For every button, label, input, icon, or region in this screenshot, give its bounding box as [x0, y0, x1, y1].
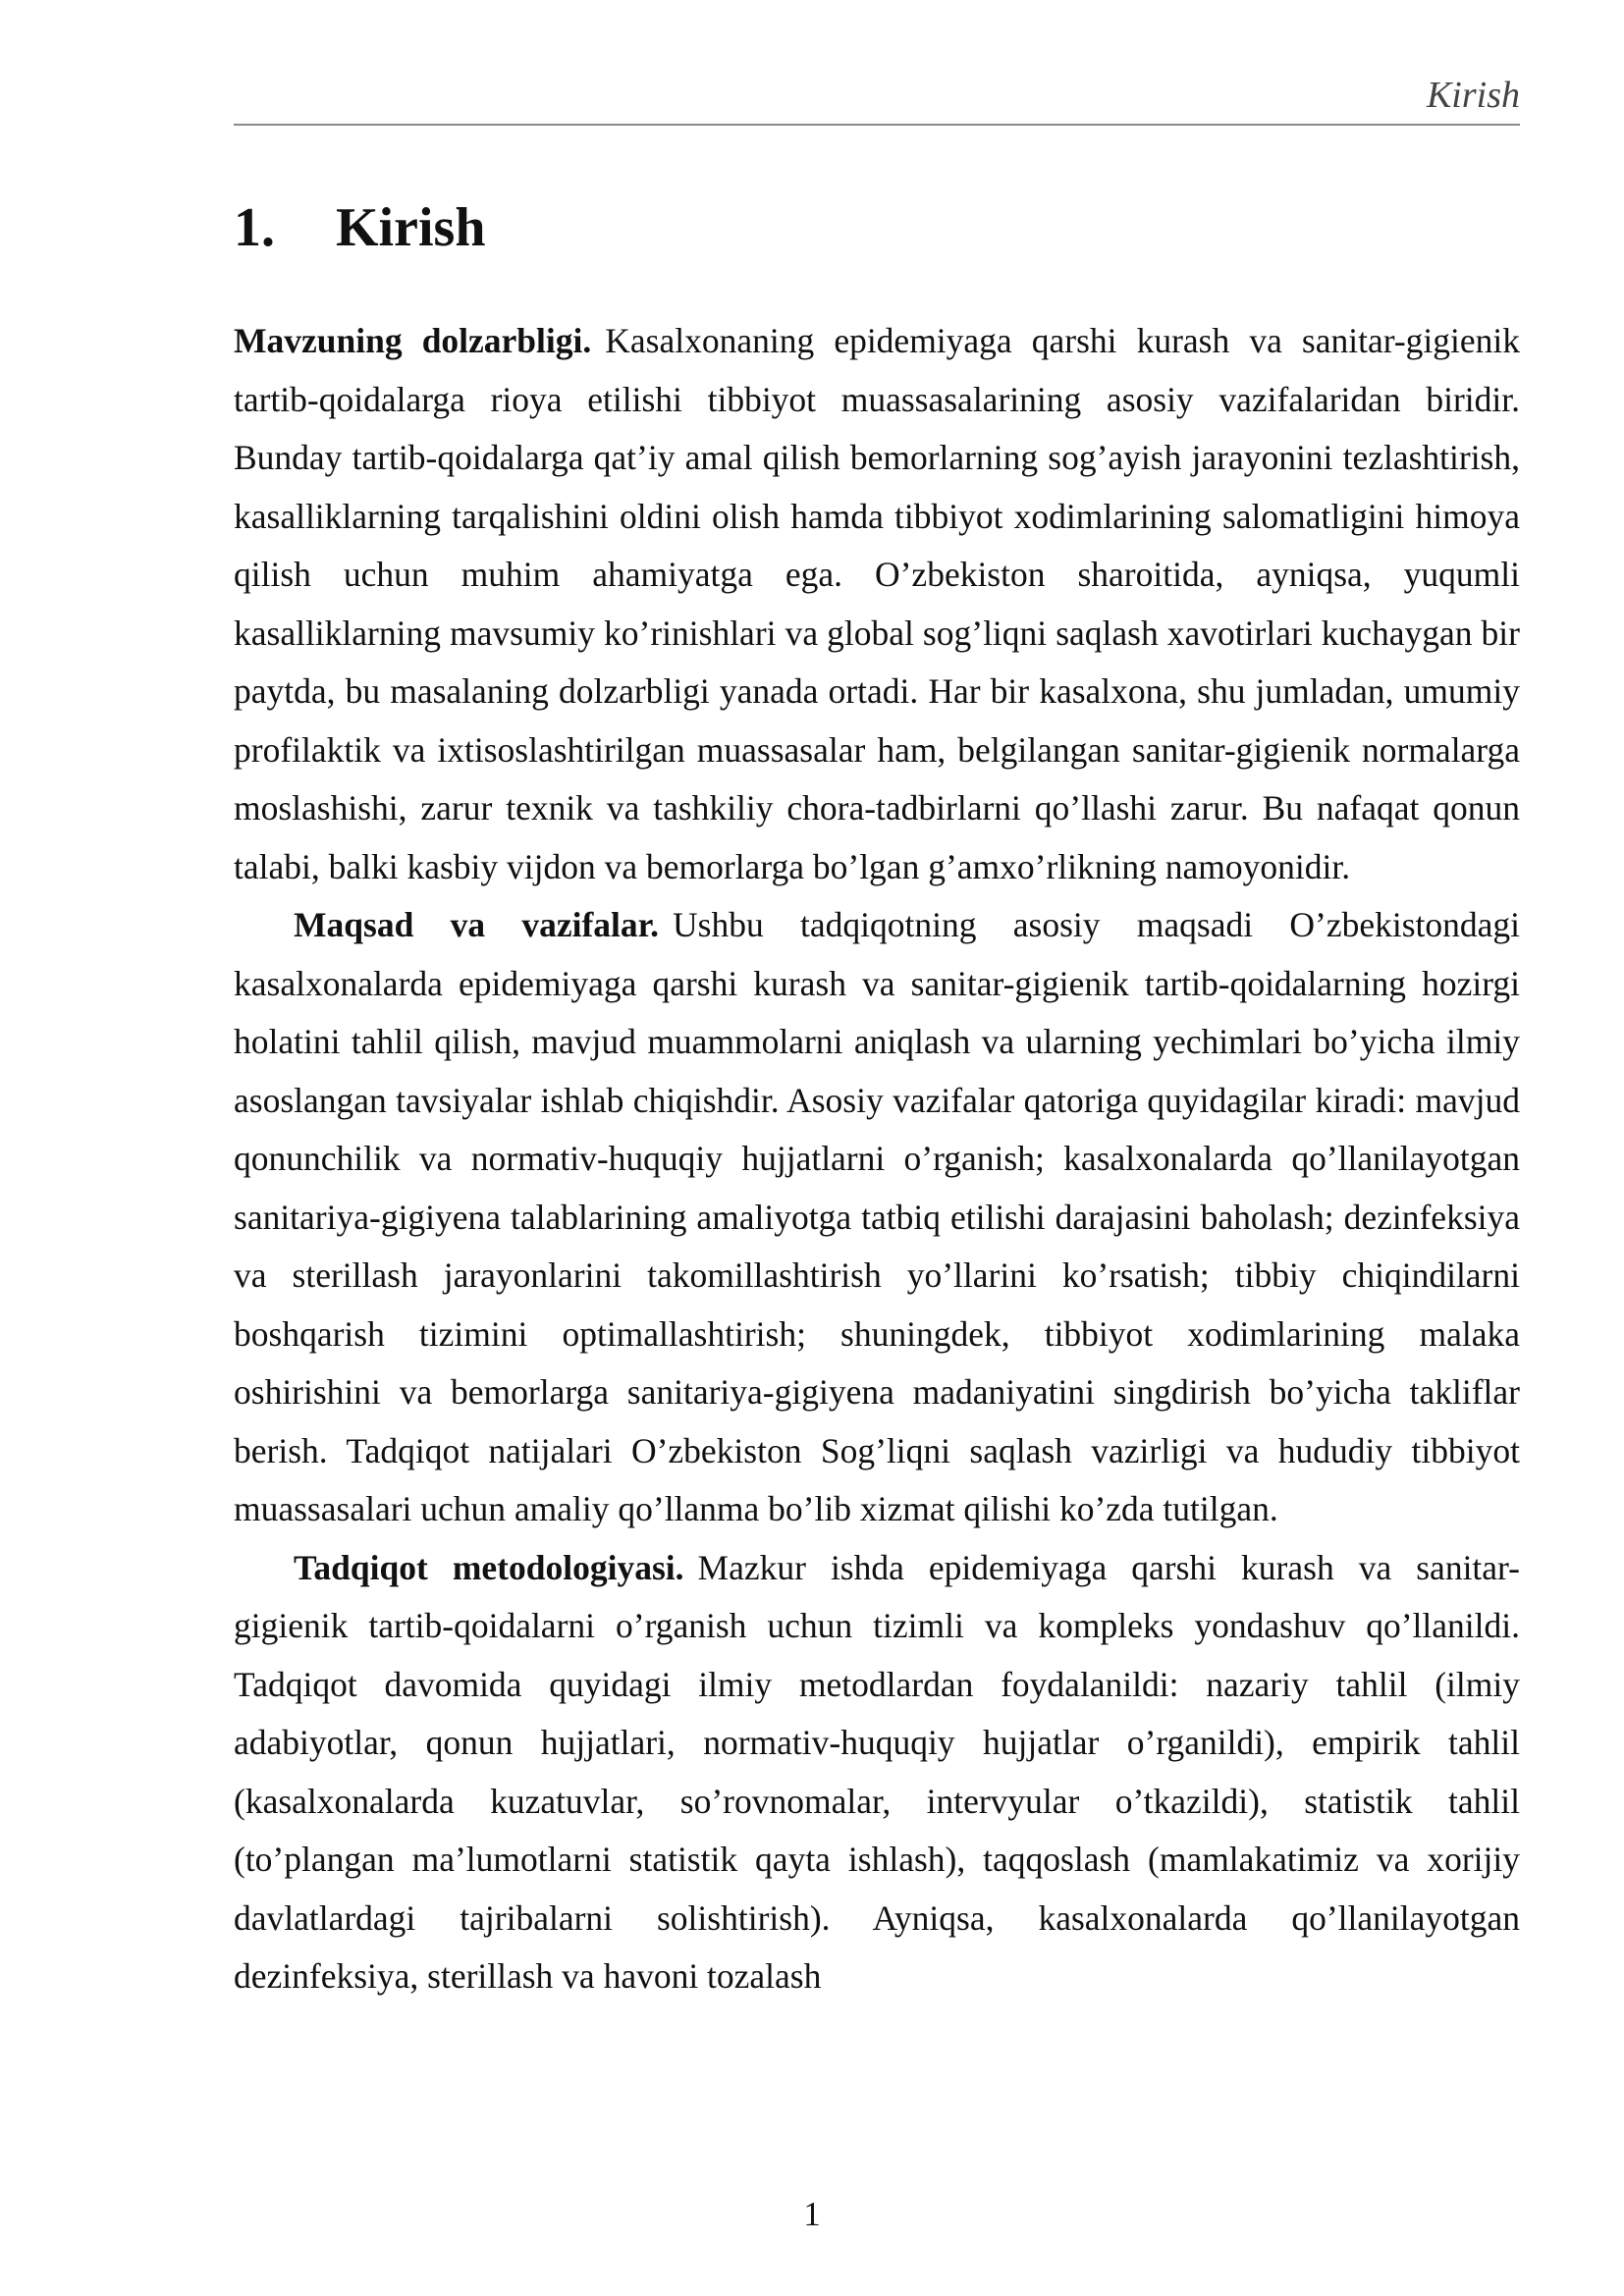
chapter-title — [234, 197, 486, 258]
running-header — [234, 71, 1520, 126]
paragraph-goals — [234, 896, 1520, 1539]
paragraph-methodology — [234, 1539, 1520, 2006]
paragraph-text-methodology: Mazkur ishda epidemiyaga qarshi kurash va sanitar-gigienik tartib-qoidalarni o’rganish uchun tizimli va kompleks yondashuv qo’llanildi. Tadqiqot davomida quyidagi ilmiy metodlardan foydalanildi: nazariy tahlil (ilmiy adabiyotlar, qonun hujjatlari, normativ-huquqiy hujjatlar o’rganildi), empirik tahlil (kasalxonalarda kuzatuvlar, so’rovnomalar, intervyular o’tkazildi), statistik tahlil (to’plangan ma’lumotlarni statistik qayta ishlash), taqqoslash (mamlakatimiz va xorijiy davlatlardagi tajribalarni solishtirish). Ayniqsa, kasalxonalarda qo’llanilayotgan dezinfeksiya, sterillash va havoni tozalash — [234, 1547, 1520, 1996]
paragraph-lead-goals: Maqsad va vazifalar. — [294, 905, 660, 944]
paragraph-relevance — [234, 312, 1520, 896]
chapter-number: 1. — [234, 197, 275, 258]
page-number: 1 — [803, 2195, 821, 2233]
paragraph-text-relevance: Kasalxonaning epidemiyaga qarshi kurash va sanitar-gigienik tartib-qoidalarga rioya etilishi tibbiyot muassasalarining asosiy vazifalaridan biridir. Bunday tartib-qoidalarga qat’iy amal qilish bemorlarning sog’ayish jarayonini tezlashtirish, kasalliklarning tarqalishini oldini olish hamda tibbiyot xodimlarining salomatligini himoya qilish uchun muhim ahamiyatga ega. O’zbekiston sharoitida, ayniqsa, yuqumli kasalliklarning mavsumiy ko’rinishlari va global sog’liqni saqlash xavotirlari kuchaygan bir paytda, bu masalaning dolzarbligi yanada ortadi. Har bir kasalxona, shu jumladan, umumiy profilaktik va ixtisoslashtirilgan muassasalar ham, belgilangan sanitar-gigienik normalarga moslashishi, zarur texnik va tashkiliy chora-tadbirlarni qo’llashi zarur. Bu nafaqat qonun talabi, balki kasbiy vijdon va bemorlarga bo’lgan g’amxo’rlikning namoyonidir. — [234, 321, 1521, 886]
body-text — [234, 312, 1520, 2006]
paragraph-lead-methodology: Tadqiqot metodologiyasi. — [294, 1547, 684, 1587]
paragraph-lead-relevance: Mavzuning dolzarbligi. — [234, 321, 592, 360]
running-header-title: Kirish — [1426, 75, 1520, 116]
paragraph-text-goals: Ushbu tadqiqotning asosiy maqsadi O’zbekistondagi kasalxonalarda epidemiyaga qarshi kurash va sanitar-gigienik tartib-qoidalarning hozirgi holatini tahlil qilish, mavjud muammolarni aniqlash va ularning yechimlari bo’yicha ilmiy asoslangan tavsiyalar ishlab chiqishdir. Asosiy vazifalar qatoriga quyidagilar kiradi: mavjud qonunchilik va normativ-huquqiy hujjatlarni o’rganish; kasalxonalarda qo’llanilayotgan sanitariya-gigiyena talablarining amaliyotga tatbiq etilishi darajasini baholash; dezinfeksiya va sterillash jarayonlarini takomillashtirish yo’llarini ko’rsatish; tibbiy chiqindilarni boshqarish tizimini optimallashtirish; shuningdek, tibbiyot xodimlarining malaka oshirishini va bemorlarga sanitariya-gigiyena madaniyatini singdirish bo’yicha takliflar berish. Tadqiqot natijalari O’zbekiston Sog’liqni saqlash vazirligi va hududiy tibbiyot muassasalari uchun amaliy qo’llanma bo’lib xizmat qilishi ko’zda tutilgan. — [234, 905, 1520, 1528]
chapter-title-text: Kirish — [336, 197, 486, 258]
